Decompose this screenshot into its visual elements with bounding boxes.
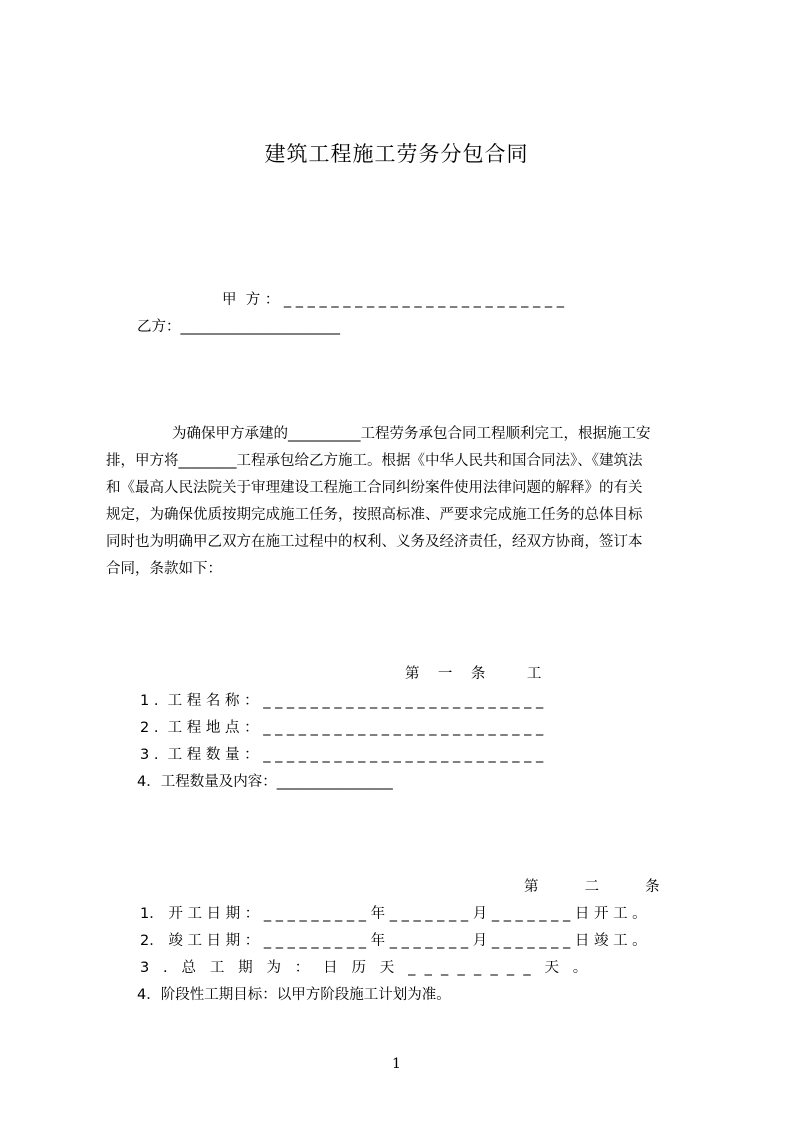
page-number: 1 (392, 1056, 401, 1072)
party-a-line: 甲 方 ： _ _ _ _ _ _ _ _ _ _ _ _ _ _ _ _ _ _ _ _ _ _ _ _ (222, 292, 564, 308)
preamble-line: 排，甲方将________工程承包给乙方施工。根据《中华人民共和国合同法》、《建筑法 (106, 453, 643, 469)
article-2-item: 4．阶段性工期目标：以甲方阶段施工计划为准。 (137, 987, 451, 1003)
document-title: 建筑工程施工劳务分包合同 (264, 142, 529, 166)
article-2-item: 3 . 总 工 期 为 ： 日 历 天 _ _ _ _ _ _ _ _ 天 。 (140, 960, 588, 976)
preamble-line: 和《最高人民法院关于审理建设工程施工合同纠纷案件使用法律问题的解释》的有关 (106, 480, 643, 496)
article-1-item: 3 . 工 程 数 量 ： _ _ _ _ _ _ _ _ _ _ _ _ _ _ _ _ _ _ _ _ _ _ _ _ (140, 747, 544, 763)
article-2-item: 1． 开 工 日 期 ： _ _ _ _ _ _ _ _ _ 年 _ _ _ _ _ _ _ 月 _ _ _ _ _ _ _ 日 开 工 。 (140, 906, 647, 922)
party-b-line: 乙方：______________________ (137, 319, 340, 335)
article-1-item: 2 . 工 程 地 点 ： _ _ _ _ _ _ _ _ _ _ _ _ _ _ _ _ _ _ _ _ _ _ _ _ (140, 720, 544, 736)
article-1-item: 4．工程数量及内容：________________ (137, 774, 393, 790)
article-1-item: 1 . 工 程 名 称 ： _ _ _ _ _ _ _ _ _ _ _ _ _ _ _ _ _ _ _ _ _ _ _ _ (140, 693, 544, 709)
article-1-heading: 第 一 条 工 (405, 666, 542, 682)
preamble-line: 合同，条款如下： (106, 561, 222, 577)
preamble-line: 同时也为明确甲乙双方在施工过程中的权利、义务及经济责任，经双方协商，签订本 (106, 534, 643, 550)
preamble-line: 为确保甲方承建的__________工程劳务承包合同工程顺利完工，根据施工安 (172, 426, 651, 442)
article-2-item: 2． 竣 工 日 期 ： _ _ _ _ _ _ _ _ _ 年 _ _ _ _ _ _ _ 月 _ _ _ _ _ _ _ 日 竣 工 。 (140, 933, 647, 949)
article-2-heading: 第 二 条 (524, 879, 660, 895)
preamble-line: 规定，为确保优质按期完成施工任务，按照高标准、严要求完成施工任务的总体目标 (106, 507, 643, 523)
